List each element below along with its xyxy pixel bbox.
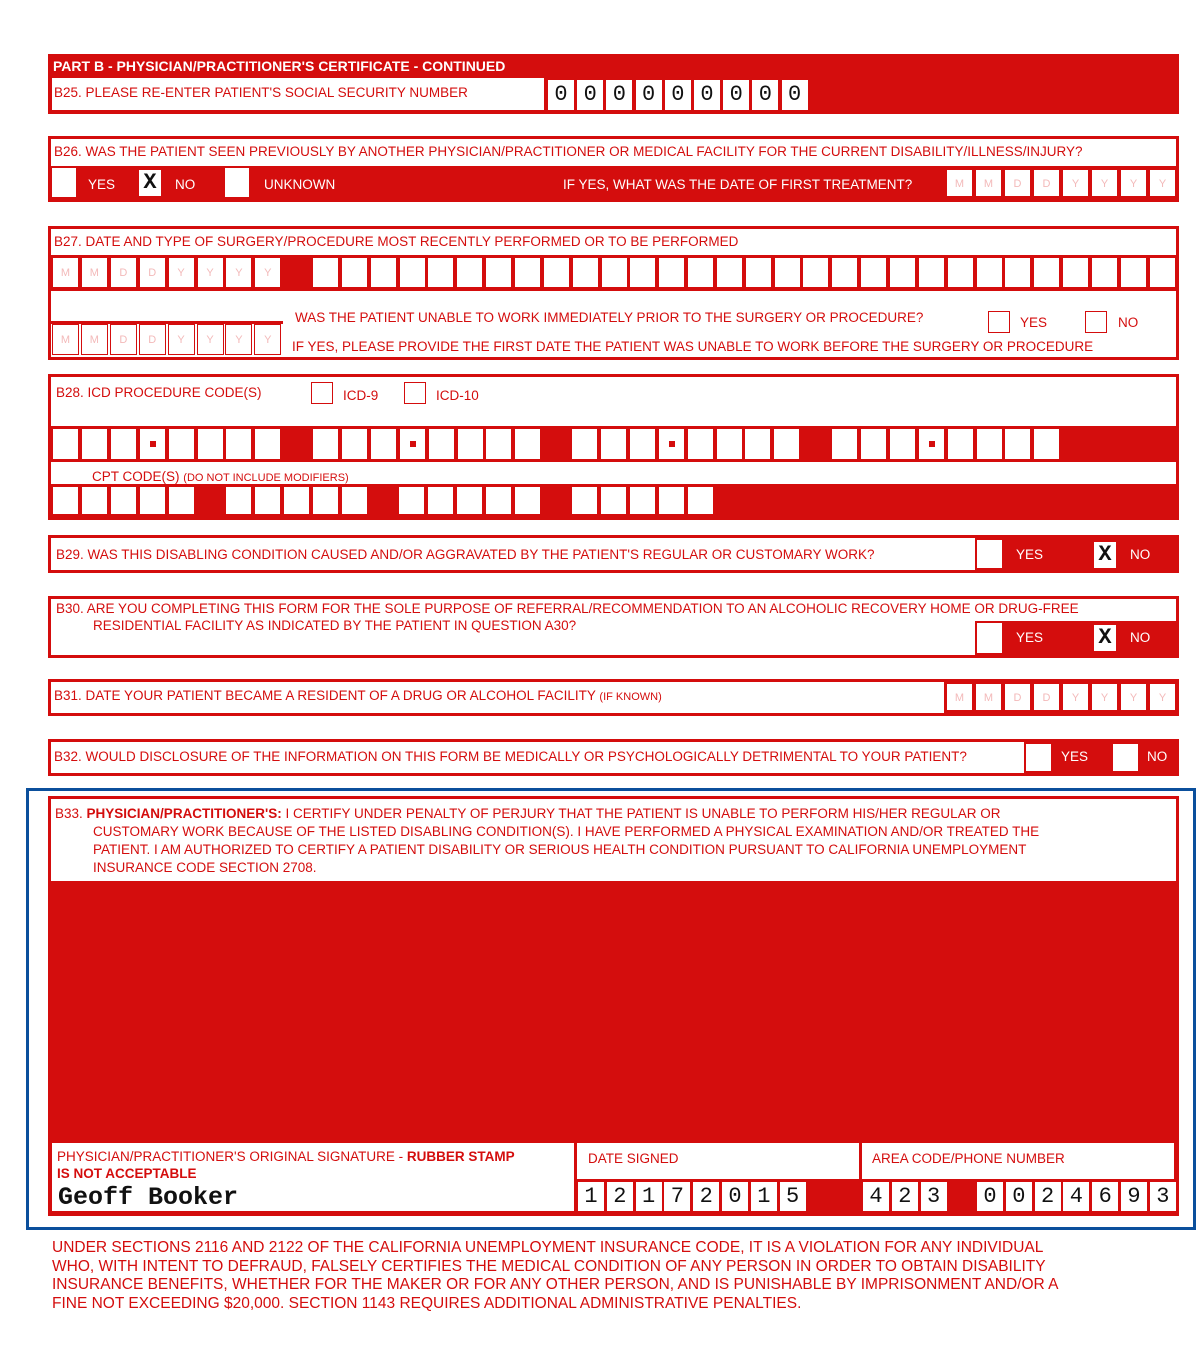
cpt-code-box[interactable] [52,486,79,515]
b30-question-line2: RESIDENTIAL FACILITY AS INDICATED BY THE PATIENT IN QUESTION A30? [93,618,577,633]
b27-procedure-box[interactable] [802,257,829,288]
cpt-code-box[interactable] [283,486,310,515]
footer-line3: INSURANCE BENEFITS, WHETHER FOR THE MAKER OR FOR ANY OTHER PERSON, AND IS PUNISHABLE BY IMPRISONMENT AND/OR A [52,1276,1059,1293]
cpt-note: (DO NOT INCLUDE MODIFIERS) [183,472,349,484]
b31-date-box[interactable]: M [975,683,1002,711]
cpt-code-box[interactable] [571,486,598,515]
b31-date-box[interactable]: Y [1091,683,1118,711]
icd-code-box[interactable] [1004,428,1031,460]
cpt-code-box[interactable] [225,486,252,515]
b33-certification [55,805,1170,877]
cpt-code-box[interactable] [341,486,368,515]
ssn-digit-box[interactable]: 0 [694,80,720,110]
cpt-code-box[interactable] [312,486,339,515]
b32-no-checkbox[interactable] [1113,744,1138,771]
icd10-checkbox[interactable] [404,382,426,404]
icd-code-box[interactable] [485,428,512,460]
phone-digit[interactable]: 3 [1150,1182,1176,1211]
b33-line2: CUSTOMARY WORK BECAUSE OF THE LISTED DISABLING CONDITION(S). I HAVE PERFORMED A PHYSICAL EXAMINATION AND/OR TREATED THE [93,824,1040,839]
b27-procedure-box[interactable] [629,257,656,288]
icd9-checkbox[interactable] [311,382,333,404]
b32-yes-checkbox[interactable] [1026,744,1051,771]
icd10-label: ICD-10 [436,388,479,403]
b31-date-box[interactable]: Y [1120,683,1147,711]
icd-code-box[interactable] [831,428,858,460]
b27-procedure-box[interactable] [774,257,801,288]
b26-date-box[interactable]: D [1033,169,1060,197]
b27-date2-box[interactable]: M [81,324,108,355]
b31-date-box[interactable]: Y [1149,683,1176,711]
b26-date-box[interactable]: D [1004,169,1031,197]
b26-date-box[interactable]: Y [1091,169,1118,197]
b27-procedure-box[interactable] [601,257,628,288]
b30-yes-checkbox[interactable] [977,623,1002,653]
ssn-digit-box[interactable]: 0 [782,80,808,110]
b26-date-box[interactable]: Y [1062,169,1089,197]
b31-date-box[interactable]: M [946,683,973,711]
b27-date2-box[interactable]: D [110,324,137,355]
b27-procedure-box[interactable] [889,257,916,288]
icd-code-box[interactable] [976,428,1003,460]
b29-yes-label: YES [1016,547,1044,562]
phone-label: AREA CODE/PHONE NUMBER [872,1151,1065,1166]
date-signed-digit[interactable]: 7 [664,1182,690,1211]
icd-code-box[interactable] [197,428,224,460]
b31-date-box[interactable]: D [1033,683,1060,711]
b27-procedure-box[interactable] [1004,257,1031,288]
b27-procedure-box[interactable] [1120,257,1147,288]
b31-question [54,688,662,705]
b33-bold: PHYSICIAN/PRACTITIONER'S: [86,806,282,821]
b30-no-checkbox[interactable]: X [1094,625,1116,651]
icd-code-box[interactable] [687,428,714,460]
b27-date-box[interactable]: M [81,257,108,288]
b29-no-checkbox[interactable]: X [1094,542,1116,568]
part-b-header: PART B - PHYSICIAN/PRACTITIONER'S CERTIFICATE - CONTINUED [53,58,506,74]
b27-procedure-box[interactable] [687,257,714,288]
icd-code-box[interactable] [947,428,974,460]
ssn-digit-box[interactable]: 0 [636,80,662,110]
icd-code-box[interactable] [168,428,195,460]
b27-date2-box[interactable]: Y [197,324,224,355]
b27-unable-question: WAS THE PATIENT UNABLE TO WORK IMMEDIATELY PRIOR TO THE SURGERY OR PROCEDURE? [295,310,924,325]
b27-date-box[interactable]: Y [197,257,224,288]
b33-redacted-area [51,881,1176,1141]
footer-line1: UNDER SECTIONS 2116 AND 2122 OF THE CALIFORNIA UNEMPLOYMENT INSURANCE CODE, IT IS A VIOLATION FOR ANY INDIVIDUAL [52,1239,1044,1256]
cpt-code-box[interactable] [110,486,137,515]
b27-procedure-box[interactable] [370,257,397,288]
b30-no-label: NO [1130,630,1151,645]
area-code-digit[interactable]: 4 [863,1182,889,1211]
b27-procedure-box[interactable] [341,257,368,288]
b27-procedure-box[interactable] [312,257,339,288]
icd-code-box[interactable] [860,428,887,460]
cpt-code-box[interactable] [81,486,108,515]
footer-line2: WHO, WITH INTENT TO DEFRAUD, FALSELY CERTIFIES THE MEDICAL CONDITION OF ANY PERSON IN ORDER TO OBTAIN DISABILITY [52,1257,1046,1275]
b27-date2-box[interactable]: Y [168,324,195,355]
cpt-code-box[interactable] [514,486,541,515]
icd-code-box[interactable] [52,428,79,460]
b27-date-box[interactable]: Y [254,257,281,288]
b26-question: B26. WAS THE PATIENT SEEN PREVIOUSLY BY ANOTHER PHYSICIAN/PRACTITIONER OR MEDICAL FACILITY FOR THE CURRENT DISABILITY/ILLNESS/INJURY? [54,144,1083,159]
b27-procedure-box[interactable] [514,257,541,288]
footer-line4: FINE NOT EXCEEDING $20,000. SECTION 1143 REQUIRES ADDITIONAL ADMINISTRATIVE PENALTIES. [52,1294,802,1312]
b27-date-box[interactable]: D [110,257,137,288]
icd-code-box[interactable] [600,428,627,460]
signature-not-acceptable: IS NOT ACCEPTABLE [57,1166,197,1181]
b27-procedure-box[interactable] [831,257,858,288]
cpt-code-box[interactable] [254,486,281,515]
b29-question: B29. WAS THIS DISABLING CONDITION CAUSED AND/OR AGGRAVATED BY THE PATIENT'S REGULAR OR CUSTOMARY WORK? [56,547,875,562]
b27-procedure-box[interactable] [1062,257,1089,288]
date-signed-digit[interactable]: 2 [607,1182,633,1211]
icd-code-box[interactable] [225,428,252,460]
date-signed-digit[interactable]: 1 [751,1182,777,1211]
ssn-digit-box[interactable]: 0 [606,80,632,110]
icd-code-box[interactable] [110,428,137,460]
b27-date-box[interactable]: Y [168,257,195,288]
cpt-code-box[interactable] [427,486,454,515]
b27-procedure-box[interactable] [716,257,743,288]
signature-label-text: PHYSICIAN/PRACTITIONER'S ORIGINAL SIGNATURE - [57,1149,407,1164]
b31-date-box[interactable]: D [1004,683,1031,711]
b27-procedure-box[interactable] [745,257,772,288]
b27-procedure-box[interactable] [399,257,426,288]
b26-unknown-label: UNKNOWN [264,177,336,192]
cpt-code-box[interactable] [600,486,627,515]
b27-date2-box[interactable]: D [139,324,166,355]
date-signed-label: DATE SIGNED [588,1151,679,1166]
b32-no-label: NO [1147,749,1168,764]
b26-first-treatment-label: IF YES, WHAT WAS THE DATE OF FIRST TREATMENT? [563,177,913,192]
cpt-code-box[interactable] [658,486,685,515]
b25-label: B25. PLEASE RE-ENTER PATIENT'S SOCIAL SECURITY NUMBER [54,85,468,100]
b27-date2-box[interactable]: Y [225,324,252,355]
b33-line4: INSURANCE CODE SECTION 2708. [93,860,317,875]
phone-digit[interactable]: 9 [1121,1182,1147,1211]
b27-procedure-box[interactable] [947,257,974,288]
cpt-code-box[interactable] [687,486,714,515]
b27-procedure-box[interactable] [1033,257,1060,288]
signature-rubber-stamp: RUBBER STAMP [406,1149,515,1164]
phone-digit[interactable]: 4 [1063,1182,1089,1211]
b33-line1 [55,805,1170,823]
icd-code-box[interactable] [629,428,656,460]
b27-procedure-box[interactable] [918,257,945,288]
footer-warning [52,1239,1172,1313]
icd-code-box[interactable] [254,428,281,460]
cpt-code-box[interactable] [168,486,195,515]
b27-date2-box[interactable]: M [52,324,79,355]
b33-line3: PATIENT. I AM AUTHORIZED TO CERTIFY A PATIENT DISABILITY OR SERIOUS HEALTH CONDITION PURSUANT TO CALIFORNIA UNEMPLOYMENT [93,842,1027,857]
b31-note: (IF KNOWN) [599,691,662,703]
ssn-digit-box[interactable]: 0 [665,80,691,110]
cpt-code-box[interactable] [629,486,656,515]
b27-date-box[interactable]: M [52,257,79,288]
b26-unknown-checkbox[interactable] [225,168,249,197]
icd-code-box[interactable] [1033,428,1060,460]
icd-code-box[interactable] [428,428,455,460]
b26-date-box[interactable]: Y [1120,169,1147,197]
b26-no-checkbox[interactable]: X [139,170,161,196]
phone-digit[interactable]: 2 [1035,1182,1061,1211]
b27-yes-checkbox[interactable] [988,311,1010,333]
icd-code-box[interactable] [716,428,743,460]
b27-question: B27. DATE AND TYPE OF SURGERY/PROCEDURE MOST RECENTLY PERFORMED OR TO BE PERFORMED [54,234,739,249]
cpt-code-box[interactable] [139,486,166,515]
b26-no-label: NO [175,177,196,192]
b33-line1-text: I CERTIFY UNDER PENALTY OF PERJURY THAT THE PATIENT IS UNABLE TO PERFORM HIS/HER REGULAR OR [285,806,1001,821]
b30-yes-label: YES [1016,630,1044,645]
icd-code-box[interactable] [457,428,484,460]
cpt-code-box[interactable] [398,486,425,515]
b26-date-box[interactable]: M [946,169,973,197]
b27-no-label: NO [1118,315,1139,330]
ssn-digit-box[interactable]: 0 [752,80,778,110]
b27-procedure-box[interactable] [427,257,454,288]
date-signed-digit[interactable]: 0 [722,1182,748,1211]
phone-digit[interactable]: 0 [977,1182,1003,1211]
phone-digit[interactable]: 6 [1092,1182,1118,1211]
icd9-label: ICD-9 [343,388,379,403]
b31-date-box[interactable]: Y [1062,683,1089,711]
b26-date-box[interactable]: M [975,169,1002,197]
icd-code-box[interactable] [889,428,916,460]
b28-question: B28. ICD PROCEDURE CODE(S) [56,385,262,400]
b27-date2-box[interactable]: Y [254,324,281,355]
date-signed-digit[interactable]: 1 [578,1182,604,1211]
ssn-digit-box[interactable]: 0 [723,80,749,110]
icd-code-box[interactable] [341,428,368,460]
b27-procedure-box[interactable] [860,257,887,288]
icd-decimal-dot [150,441,156,447]
date-signed-digit[interactable]: 2 [693,1182,719,1211]
b32-question: B32. WOULD DISCLOSURE OF THE INFORMATION ON THIS FORM BE MEDICALLY OR PSYCHOLOGICALLY DETRIMENTAL TO YOUR PATIENT? [54,749,967,764]
b26-yes-checkbox[interactable] [52,168,76,197]
b27-procedure-box[interactable] [658,257,685,288]
icd-decimal-dot [410,441,416,447]
icd-code-box[interactable] [81,428,108,460]
b26-yes-label: YES [88,177,116,192]
ssn-digit-box[interactable]: 0 [548,80,574,110]
b27-if-yes-label: IF YES, PLEASE PROVIDE THE FIRST DATE THE PATIENT WAS UNABLE TO WORK BEFORE THE SURGERY OR PROCEDURE [292,339,1094,354]
icd-decimal-dot [929,441,935,447]
b33-num: B33. [55,806,83,821]
b27-procedure-box[interactable] [572,257,599,288]
date-signed-digit[interactable]: 1 [636,1182,662,1211]
icd-code-box[interactable] [571,428,598,460]
b29-yes-checkbox[interactable] [977,540,1002,568]
cpt-code-box[interactable] [456,486,483,515]
b26-date-box[interactable]: Y [1149,169,1176,197]
ssn-digit-box[interactable]: 0 [577,80,603,110]
b31-question-text: B31. DATE YOUR PATIENT BECAME A RESIDENT OF A DRUG OR ALCOHOL FACILITY [54,688,596,703]
b30-question-line1: B30. ARE YOU COMPLETING THIS FORM FOR THE SOLE PURPOSE OF REFERRAL/RECOMMENDATION TO AN ALCOHOLIC RECOVERY HOME OR DRUG-FREE [56,601,1079,616]
icd-code-box[interactable] [773,428,800,460]
area-code-digit[interactable]: 2 [892,1182,918,1211]
phone-digit[interactable]: 0 [1006,1182,1032,1211]
b27-date-box[interactable]: D [139,257,166,288]
icd-code-box[interactable] [744,428,771,460]
signature-label [57,1148,515,1182]
b27-procedure-box[interactable] [543,257,570,288]
b27-procedure-box[interactable] [456,257,483,288]
b29-no-label: NO [1130,547,1151,562]
date-signed-digit[interactable]: 5 [780,1182,806,1211]
cpt-code-box[interactable] [485,486,512,515]
b27-date-box[interactable]: Y [225,257,252,288]
icd-code-box[interactable] [312,428,339,460]
b27-no-checkbox[interactable] [1085,311,1107,333]
b27-procedure-box[interactable] [1091,257,1118,288]
cpt-label-text: CPT CODE(S) [92,469,180,484]
b27-yes-label: YES [1020,315,1048,330]
b32-yes-label: YES [1061,749,1089,764]
b27-procedure-box[interactable] [976,257,1003,288]
icd-code-box[interactable] [514,428,541,460]
b27-procedure-box[interactable] [485,257,512,288]
b27-procedure-box[interactable] [1149,257,1176,288]
icd-decimal-dot [669,441,675,447]
area-code-digit[interactable]: 3 [921,1182,947,1211]
icd-code-box[interactable] [370,428,397,460]
signature-field[interactable]: Geoff Booker [58,1183,239,1212]
